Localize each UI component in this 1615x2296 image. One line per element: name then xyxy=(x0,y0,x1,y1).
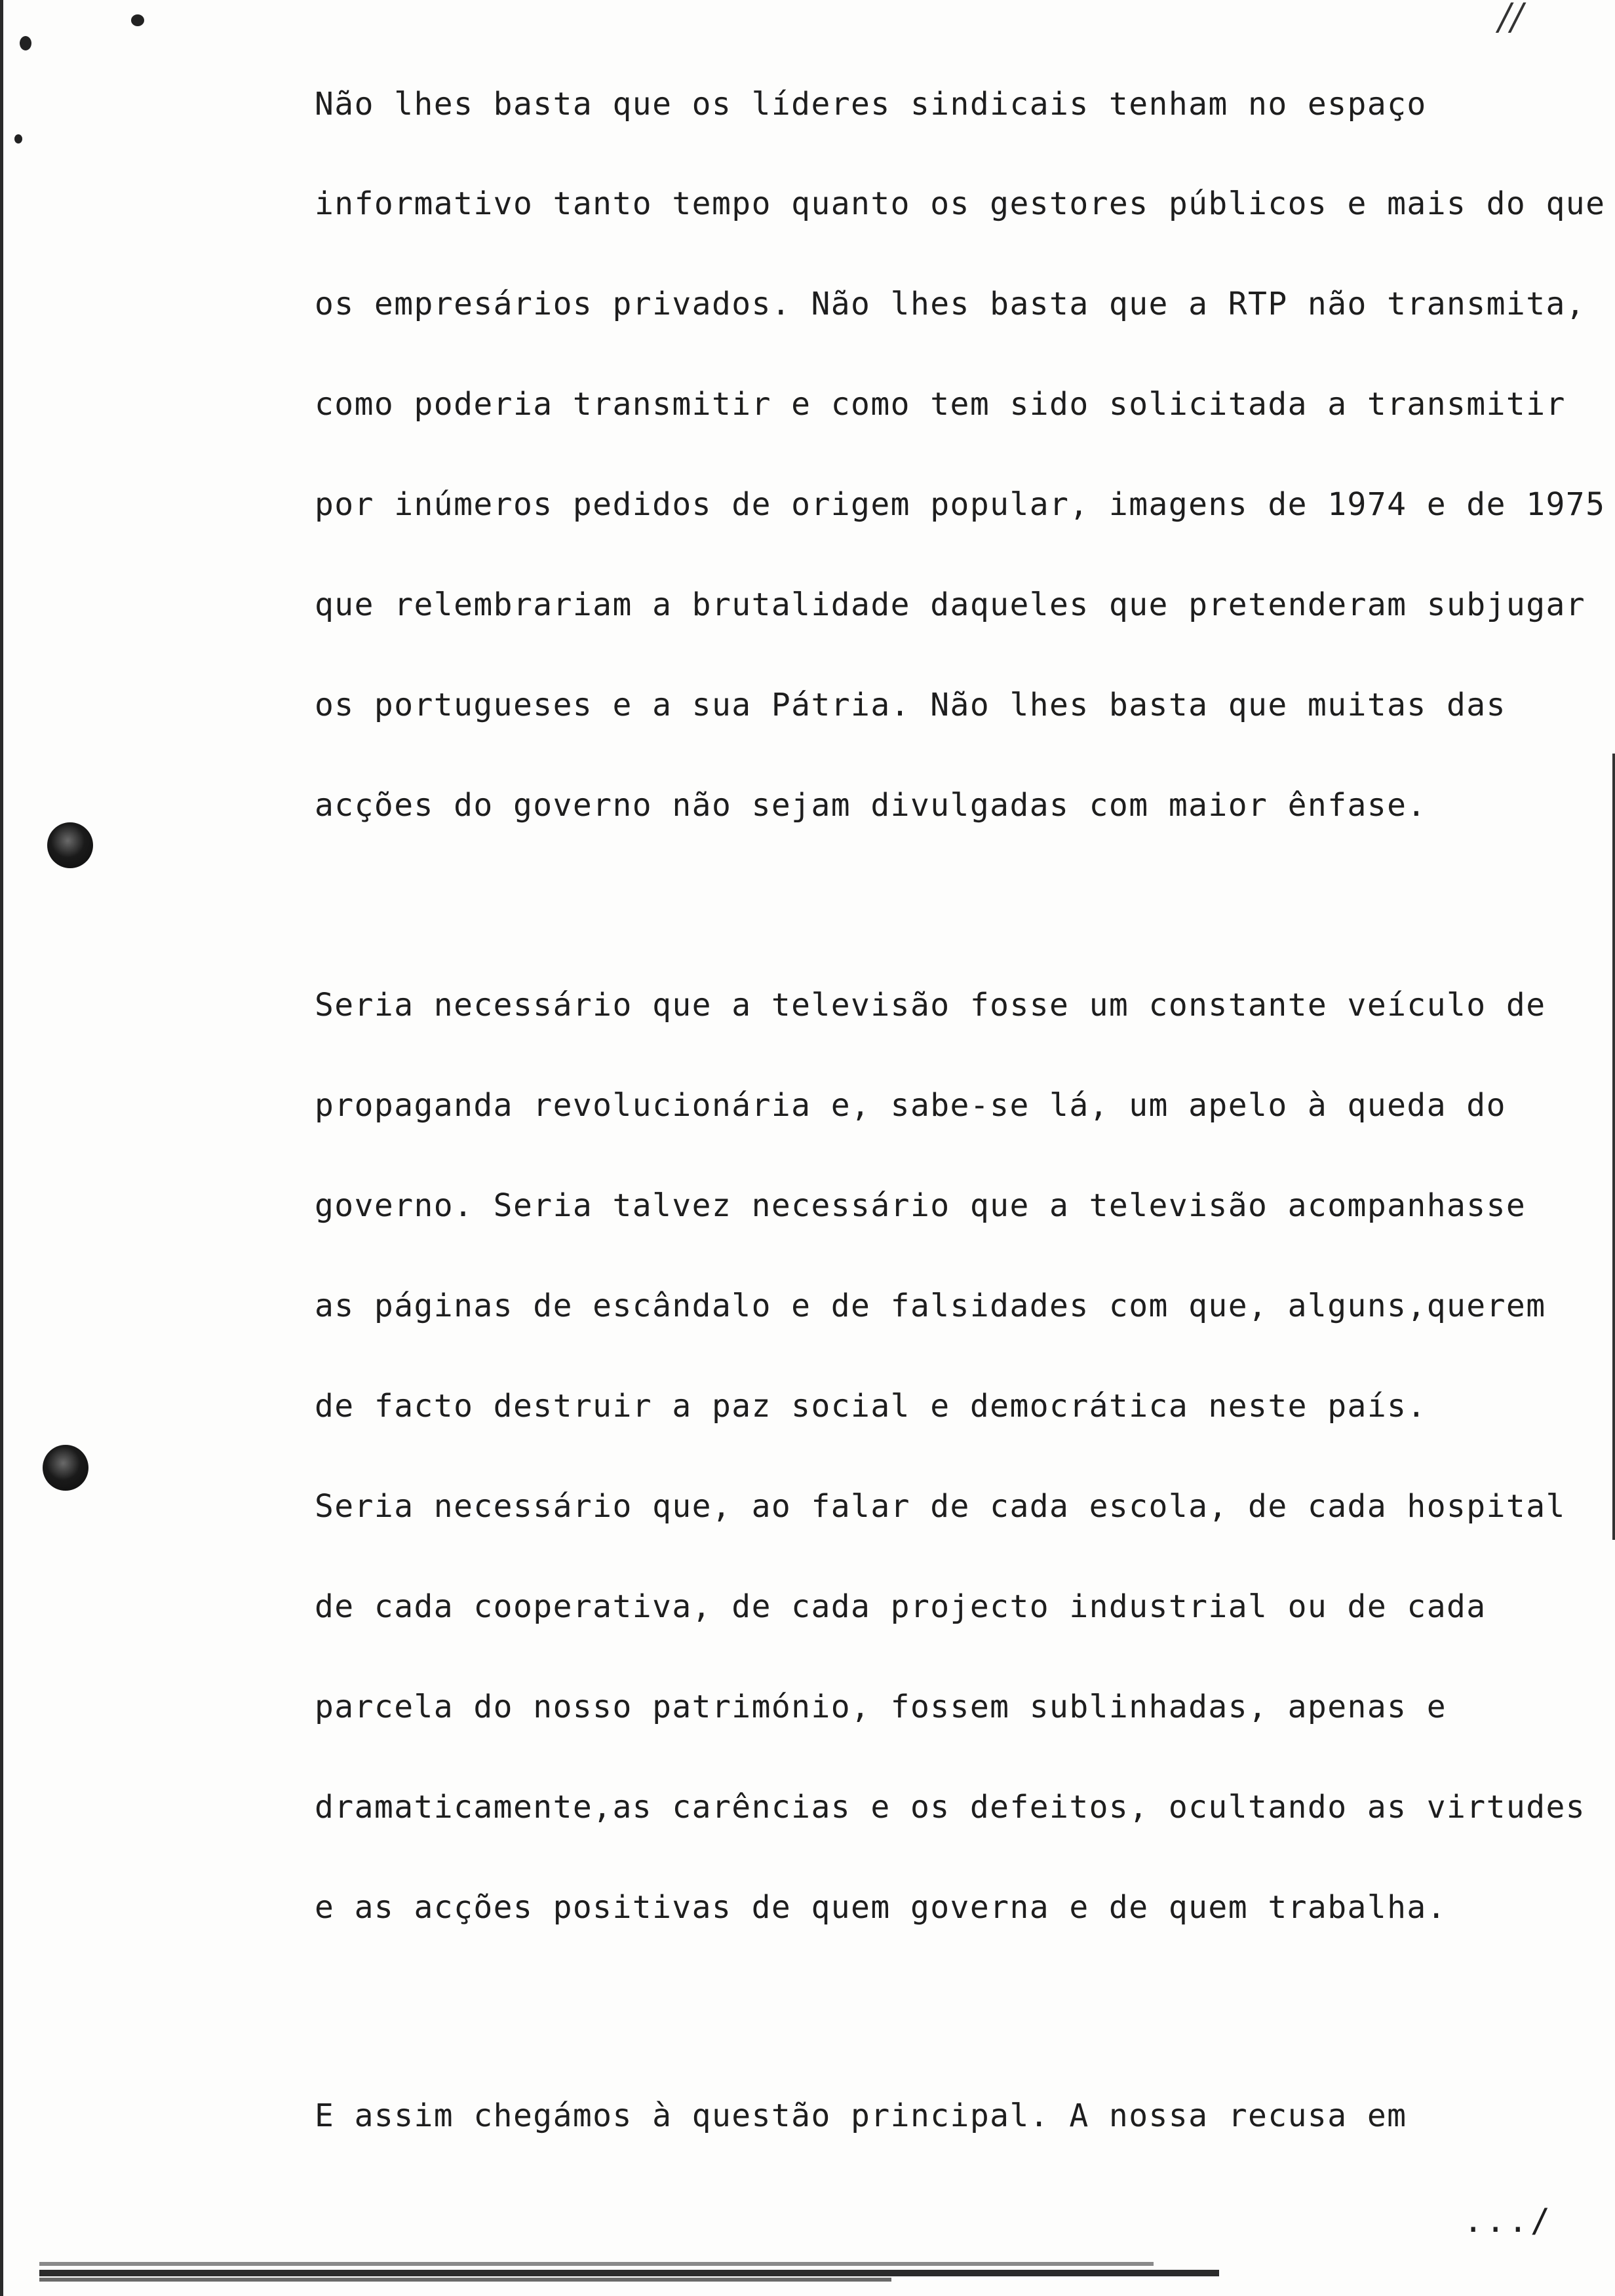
text-line: que relembrariam a brutalidade daqueles que pretenderam subjugar xyxy=(315,586,1586,623)
scan-speck xyxy=(131,14,144,26)
text-line: Seria necessário que, ao falar de cada escola, de cada hospital xyxy=(315,1488,1566,1525)
scan-left-edge xyxy=(0,0,3,2296)
text-line: como poderia transmitir e como tem sido solicitada a transmitir xyxy=(315,386,1566,423)
hole-punch-bottom xyxy=(43,1445,88,1491)
text-line: informativo tanto tempo quanto os gestores públicos e mais do que xyxy=(315,185,1606,222)
text-line: governo. Seria talvez necessário que a televisão acompanhasse xyxy=(315,1187,1527,1224)
scan-speck xyxy=(14,134,22,144)
page-number-mark: // xyxy=(1498,0,1523,39)
text-line: dramaticamente,as carências e os defeitos, ocultando as virtudes xyxy=(315,1789,1586,1826)
text-line: as páginas de escândalo e de falsidades com que, alguns,querem xyxy=(315,1288,1546,1324)
text-line: e as acções positivas de quem governa e de quem trabalha. xyxy=(315,1889,1447,1926)
text-line: os portugueses e a sua Pátria. Não lhes basta que muitas das xyxy=(315,687,1506,723)
continuation-mark: .../ xyxy=(1463,2202,1553,2240)
text-line: parcela do nosso património, fossem sublinhadas, apenas e xyxy=(315,1689,1447,1725)
text-line: de cada cooperativa, de cada projecto industrial ou de cada xyxy=(315,1588,1487,1625)
text-line: propaganda revolucionária e, sabe-se lá, um apelo à queda do xyxy=(315,1087,1506,1124)
text-line: E assim chegámos à questão principal. A nossa recusa em xyxy=(315,2097,1407,2134)
text-line: Seria necessário que a televisão fosse um constante veículo de xyxy=(315,987,1546,1024)
scan-bottom-artifact xyxy=(39,2257,1219,2283)
text-line: acções do governo não sejam divulgadas com maior ênfase. xyxy=(315,787,1427,824)
text-line: por inúmeros pedidos de origem popular, imagens de 1974 e de 1975 xyxy=(315,486,1606,523)
scan-right-edge xyxy=(1612,754,1615,1540)
text-line: os empresários privados. Não lhes basta que a RTP não transmita, xyxy=(315,286,1586,322)
hole-punch-top xyxy=(47,822,93,868)
scan-speck xyxy=(20,36,31,50)
text-line: de facto destruir a paz social e democrática neste país. xyxy=(315,1388,1427,1425)
text-line: Não lhes basta que os líderes sindicais tenham no espaço xyxy=(315,86,1427,123)
